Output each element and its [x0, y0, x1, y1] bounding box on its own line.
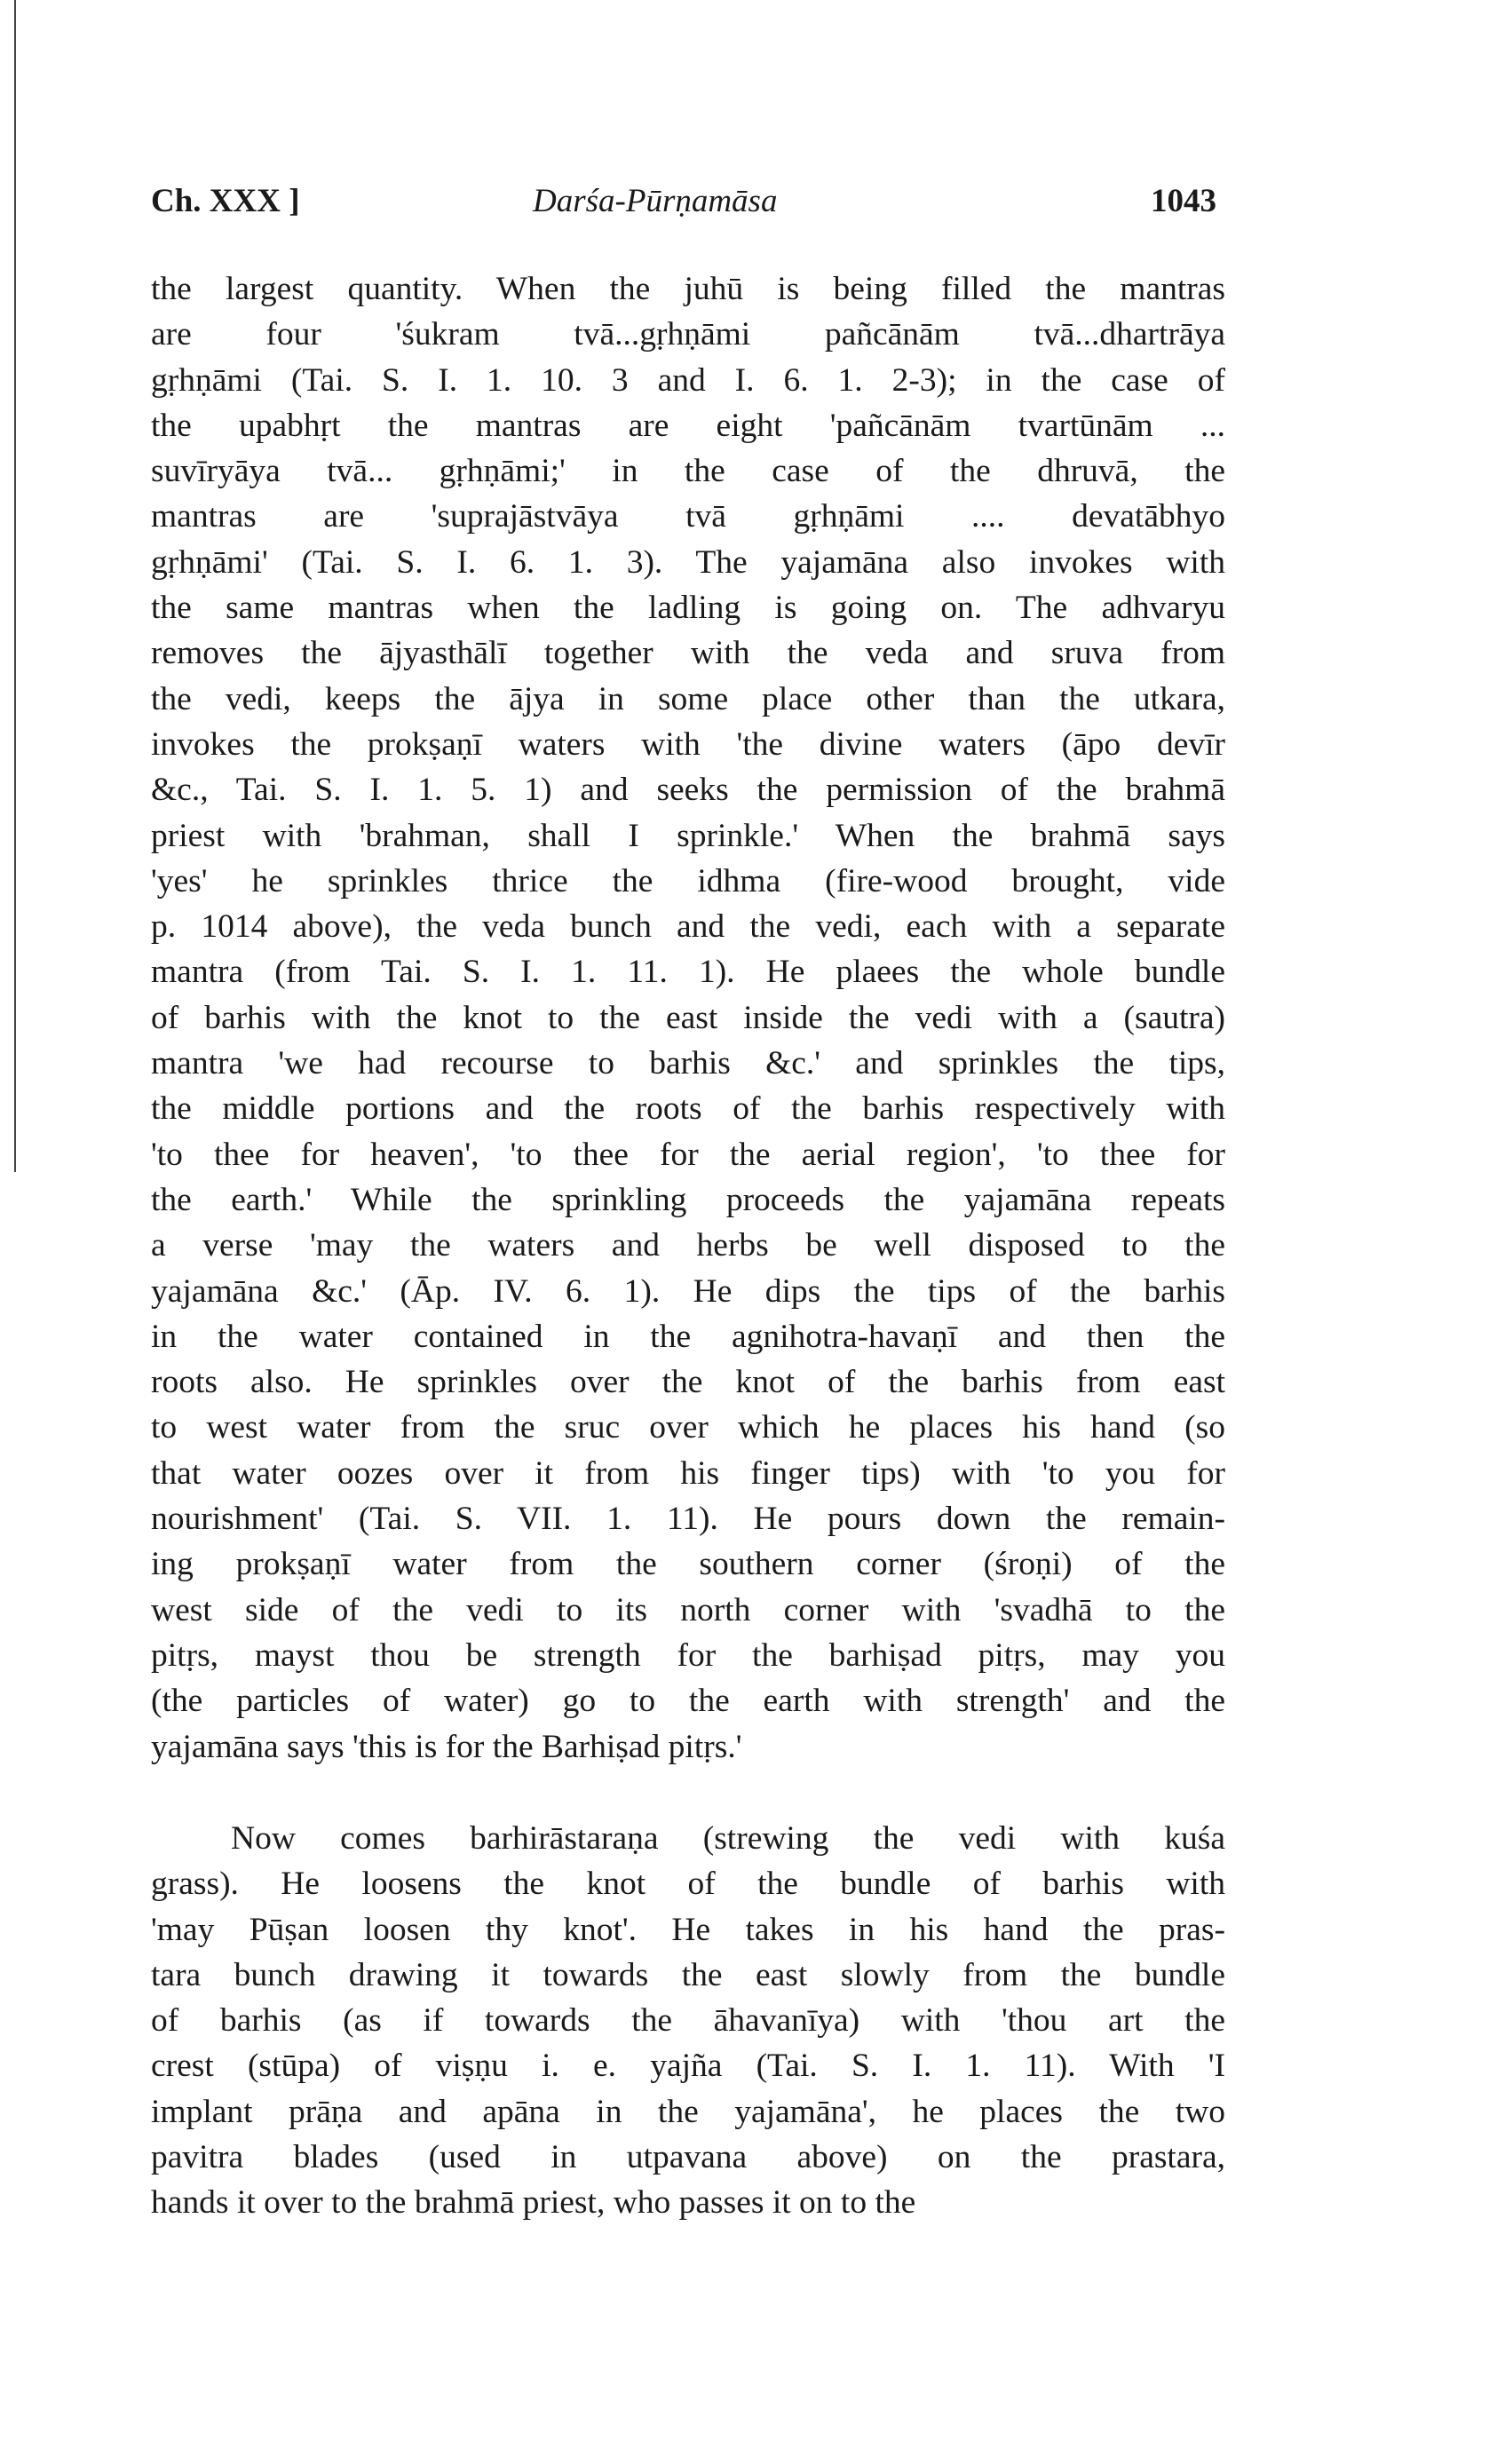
text-line: tara bunch drawing it towards the east slowly from the bundle — [151, 1956, 1225, 1993]
text-line: gṛhṇāmi' (Tai. S. I. 6. 1. 3). The yajamāna also invokes with — [151, 543, 1225, 581]
text-line: (the particles of water) go to the earth with strength' and the — [151, 1683, 1225, 1720]
text-line: of barhis (as if towards the āhavanīya) with 'thou art the — [151, 2002, 1225, 2040]
text-line: pitṛs, mayst thou be strength for the barhiṣad pitṛs, may you — [151, 1636, 1225, 1674]
text-line: grass). He loosens the knot of the bundle of barhis with — [151, 1866, 1225, 1903]
text-line: priest with 'brahman, shall I sprinkle.' When the brahmā says — [151, 817, 1225, 854]
text-line: to west water from the sruc over which he places his hand (so — [151, 1409, 1225, 1446]
text-line: removes the ājyasthālī together with the veda and sruva from — [151, 635, 1225, 672]
page-header — [151, 182, 1216, 235]
page-number: 1043 — [1151, 183, 1216, 219]
text-line: mantra 'we had recourse to barhis &c.' and sprinkles the tips, — [151, 1045, 1225, 1082]
text-line: the upabhṛt the mantras are eight 'pañcānām tvartūnām ... — [151, 407, 1225, 444]
text-line: ing prokṣaṇī water from the southern corner (śroṇi) of the — [151, 1546, 1225, 1583]
text-line: pavitra blades (used in utpavana above) on the prastara, — [151, 2139, 1225, 2176]
text-line: 'to thee for heaven', 'to thee for the aerial region', 'to thee for — [151, 1136, 1225, 1173]
text-line: yajamāna &c.' (Āp. IV. 6. 1). He dips the tips of the barhis — [151, 1272, 1225, 1310]
text-line: are four 'śukram tvā...gṛhṇāmi pañcānām tvā...dhartrāya — [151, 316, 1225, 353]
text-line: invokes the prokṣaṇī waters with 'the divine waters (āpo devīr — [151, 725, 1225, 763]
text-line: that water oozes over it from his finger tips) with 'to you for — [151, 1454, 1225, 1492]
chapter-label: Ch. XXX ] — [151, 183, 300, 219]
text-line: mantra (from Tai. S. I. 1. 11. 1). He plaees the whole bundle — [151, 954, 1225, 991]
paragraph-1 — [151, 266, 1225, 1770]
text-line: &c., Tai. S. I. 1. 5. 1) and seeks the permission of the brahmā — [151, 772, 1225, 809]
text-line: west side of the vedi to its north corner with 'svadhā to the — [151, 1591, 1225, 1628]
text-line: hands it over to the brahmā priest, who passes it on to the — [151, 2184, 916, 2222]
text-line: the earth.' While the sprinkling proceeds the yajamāna repeats — [151, 1181, 1225, 1218]
text-line: roots also. He sprinkles over the knot of the barhis from east — [151, 1364, 1225, 1401]
text-line: gṛhṇāmi (Tai. S. I. 1. 10. 3 and I. 6. 1. 2-3); in the case of — [151, 361, 1225, 399]
text-line: yajamāna says 'this is for the Barhiṣad pitṛs.' — [151, 1728, 742, 1765]
text-line: crest (stūpa) of viṣṇu i. e. yajña (Tai. S. I. 1. 11). With 'I — [151, 2048, 1225, 2085]
text-line: 'yes' he sprinkles thrice the idhma (fire-wood brought, vide — [151, 862, 1225, 899]
text-line: the same mantras when the ladling is going on. The adhvaryu — [151, 590, 1225, 627]
text-line: p. 1014 above), the veda bunch and the vedi, each with a separate — [151, 908, 1225, 946]
text-line: the vedi, keeps the ājya in some place other than the utkara, — [151, 680, 1225, 717]
text-line: mantras are 'suprajāstvāya tvā gṛhṇāmi .... devatābhyo — [151, 498, 1225, 535]
text-line: implant prāṇa and apāna in the yajamāna', he places the two — [151, 2093, 1225, 2130]
text-line: a verse 'may the waters and herbs be well disposed to the — [151, 1227, 1225, 1264]
text-line: nourishment' (Tai. S. VII. 1. 11). He pours down the remain- — [151, 1501, 1225, 1538]
paragraph-2 — [151, 1816, 1225, 2226]
text-line: 'may Pūṣan loosen thy knot'. He takes in his hand the pras- — [151, 1911, 1225, 1948]
text-line: suvīryāya tvā... gṛhṇāmi;' in the case of the dhruvā, the — [151, 453, 1225, 490]
text-line: in the water contained in the agnihotra-havaṇī and then the — [151, 1318, 1225, 1355]
scan-edge-line — [14, 0, 16, 1172]
text-line: the largest quantity. When the juhū is being filled the mantras — [151, 271, 1225, 307]
running-title: Darśa-Pūrṇamāsa — [533, 183, 778, 219]
text-line: Now comes barhirāstaraṇa (strewing the vedi with kuśa — [231, 1820, 1225, 1857]
text-line: the middle portions and the roots of the barhis respectively with — [151, 1090, 1225, 1128]
text-line: of barhis with the knot to the east inside the vedi with a (sautra) — [151, 999, 1225, 1036]
